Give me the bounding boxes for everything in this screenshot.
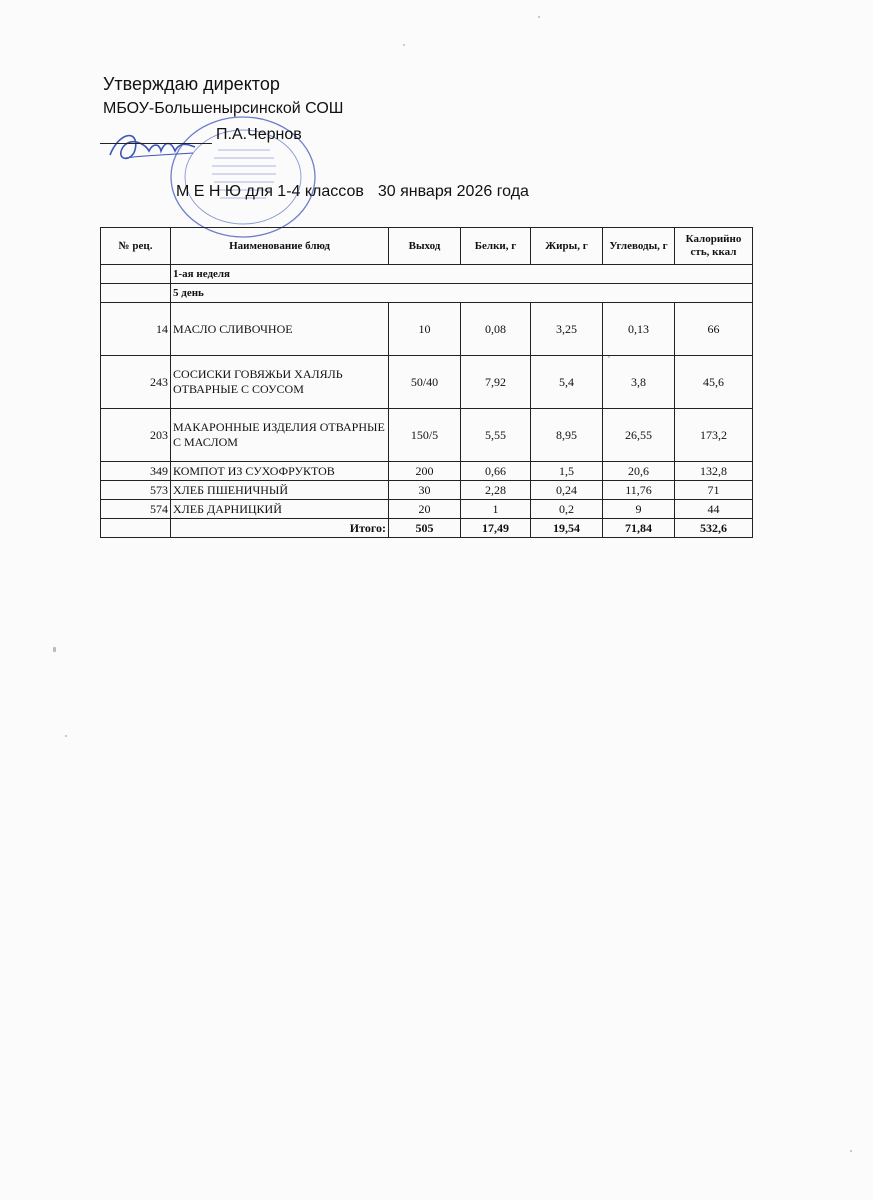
total-label: Итого:	[171, 519, 389, 538]
total-protein: 17,49	[461, 519, 531, 538]
kcal-value: 173,2	[675, 409, 753, 462]
recipe-number: 349	[101, 462, 171, 481]
week-label: 1-ая неделя	[171, 265, 753, 284]
approval-heading: Утверждаю директор	[103, 74, 280, 94]
carb-value: 26,55	[603, 409, 675, 462]
recipe-number: 574	[101, 500, 171, 519]
menu-title-classes: для 1-4 классов	[245, 183, 364, 200]
fat-value: 0,24	[531, 481, 603, 500]
protein-value: 2,28	[461, 481, 531, 500]
protein-value: 0,66	[461, 462, 531, 481]
week-row	[101, 265, 753, 284]
menu-title	[176, 183, 529, 201]
protein-value: 1	[461, 500, 531, 519]
output-value: 50/40	[389, 356, 461, 409]
kcal-value: 45,6	[675, 356, 753, 409]
carb-value: 0,13	[603, 303, 675, 356]
col-header-fat: Жиры, г	[531, 228, 603, 265]
total-kcal: 532,6	[675, 519, 753, 538]
scan-speck	[538, 16, 540, 18]
dish-name: МАСЛО СЛИВОЧНОЕ	[171, 303, 389, 356]
kcal-value: 132,8	[675, 462, 753, 481]
fat-value: 0,2	[531, 500, 603, 519]
output-value: 30	[389, 481, 461, 500]
school-name: МБОУ-Большенырсинской СОШ	[103, 100, 344, 117]
table-row	[101, 500, 753, 519]
col-header-dish: Наименование блюд	[171, 228, 389, 265]
col-header-protein: Белки, г	[461, 228, 531, 265]
col-header-output: Выход	[389, 228, 461, 265]
protein-value: 0,08	[461, 303, 531, 356]
dish-name: ХЛЕБ ПШЕНИЧНЫЙ	[171, 481, 389, 500]
col-header-carb: Углеводы, г	[603, 228, 675, 265]
dish-name: СОСИСКИ ГОВЯЖЬИ ХАЛЯЛЬ ОТВАРНЫЕ С СОУСОМ	[171, 356, 389, 409]
recipe-number: 14	[101, 303, 171, 356]
menu-title-word: М Е Н Ю	[176, 183, 242, 200]
output-value: 200	[389, 462, 461, 481]
carb-value: 20,6	[603, 462, 675, 481]
kcal-value: 44	[675, 500, 753, 519]
protein-value: 7,92	[461, 356, 531, 409]
signature-line	[100, 126, 302, 144]
carb-value: 9	[603, 500, 675, 519]
protein-value: 5,55	[461, 409, 531, 462]
fat-value: 1,5	[531, 462, 603, 481]
menu-title-date: 30 января 2026 года	[377, 183, 529, 200]
scan-speck	[65, 735, 67, 737]
output-value: 10	[389, 303, 461, 356]
table-row	[101, 356, 753, 409]
menu-table	[100, 227, 753, 538]
table-header-row	[101, 228, 753, 265]
col-header-recipe: № рец.	[101, 228, 171, 265]
scan-speck	[850, 1150, 852, 1152]
fat-value: 5,4	[531, 356, 603, 409]
scan-speck	[53, 647, 56, 652]
signer-name: П.А.Чернов	[216, 126, 302, 143]
table-row	[101, 409, 753, 462]
table-row	[101, 462, 753, 481]
col-header-kcal: Калорийно сть, ккал	[675, 228, 753, 265]
output-value: 20	[389, 500, 461, 519]
day-label: 5 день	[171, 284, 753, 303]
table-row	[101, 303, 753, 356]
dish-name: КОМПОТ ИЗ СУХОФРУКТОВ	[171, 462, 389, 481]
total-output: 505	[389, 519, 461, 538]
fat-value: 8,95	[531, 409, 603, 462]
kcal-value: 66	[675, 303, 753, 356]
recipe-number: 243	[101, 356, 171, 409]
fat-value: 3,25	[531, 303, 603, 356]
scan-speck	[403, 44, 405, 46]
output-value: 150/5	[389, 409, 461, 462]
scan-speck	[608, 356, 610, 358]
carb-value: 11,76	[603, 481, 675, 500]
signature-rule	[100, 143, 212, 144]
dish-name: ХЛЕБ ДАРНИЦКИЙ	[171, 500, 389, 519]
total-row	[101, 519, 753, 538]
carb-value: 3,8	[603, 356, 675, 409]
table-row	[101, 481, 753, 500]
total-carb: 71,84	[603, 519, 675, 538]
kcal-value: 71	[675, 481, 753, 500]
recipe-number: 573	[101, 481, 171, 500]
total-fat: 19,54	[531, 519, 603, 538]
dish-name: МАКАРОННЫЕ ИЗДЕЛИЯ ОТВАРНЫЕ С МАСЛОМ	[171, 409, 389, 462]
recipe-number: 203	[101, 409, 171, 462]
day-row	[101, 284, 753, 303]
